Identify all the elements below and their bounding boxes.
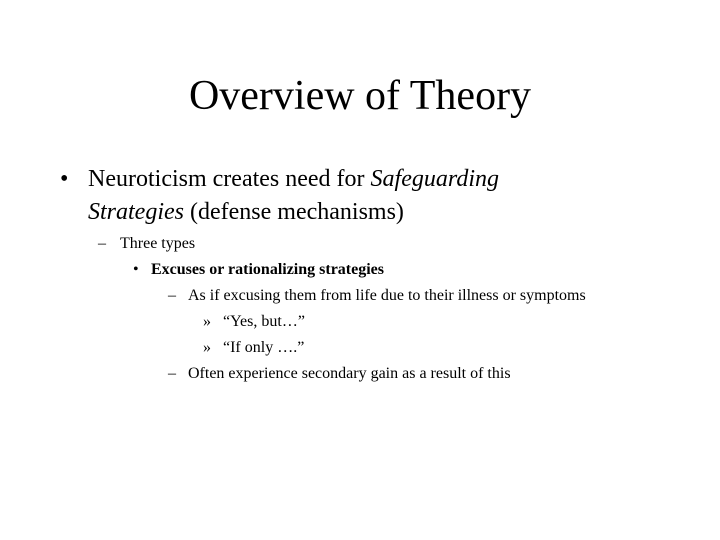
bullet-level2 bbox=[98, 234, 698, 254]
bullet-level5-text: “Yes, but…” bbox=[223, 313, 305, 330]
bullet-level5-text: “If only ….” bbox=[223, 339, 305, 356]
bullet-level1 bbox=[60, 164, 700, 194]
bullet-level1-continuation bbox=[88, 197, 700, 227]
bullet-level4-text: As if excusing them from life due to their illness or symptoms bbox=[188, 287, 586, 304]
bullet-level2-text: Three types bbox=[120, 235, 196, 252]
bullet-dot-icon: • bbox=[60, 166, 69, 192]
slide-title: Overview of Theory bbox=[188, 73, 532, 119]
dash-icon: – bbox=[168, 365, 176, 382]
dash-icon: – bbox=[98, 235, 106, 252]
dash-icon: – bbox=[168, 287, 176, 304]
bullet-level4 bbox=[168, 364, 708, 384]
bullet-level4 bbox=[168, 286, 708, 306]
bullet-level5 bbox=[203, 338, 683, 358]
bullet-level5 bbox=[203, 312, 683, 332]
bullet-level1-emphasis: Safeguarding bbox=[370, 166, 499, 192]
double-chevron-icon: » bbox=[203, 339, 211, 356]
bullet-level1-text: Neuroticism creates need for bbox=[88, 166, 371, 192]
bullet-level1-text-cont: (defense mechanisms) bbox=[184, 199, 404, 225]
bullet-level1-line1 bbox=[88, 164, 499, 194]
bullet-level1-emphasis-cont: Strategies bbox=[88, 199, 184, 225]
bullet-level3 bbox=[133, 260, 693, 280]
bullet-level4-text: Often experience secondary gain as a result of this bbox=[188, 365, 511, 382]
double-chevron-icon: » bbox=[203, 313, 211, 330]
bullet-dot-icon: • bbox=[133, 261, 139, 278]
bullet-level3-text: Excuses or rationalizing strategies bbox=[151, 261, 385, 278]
